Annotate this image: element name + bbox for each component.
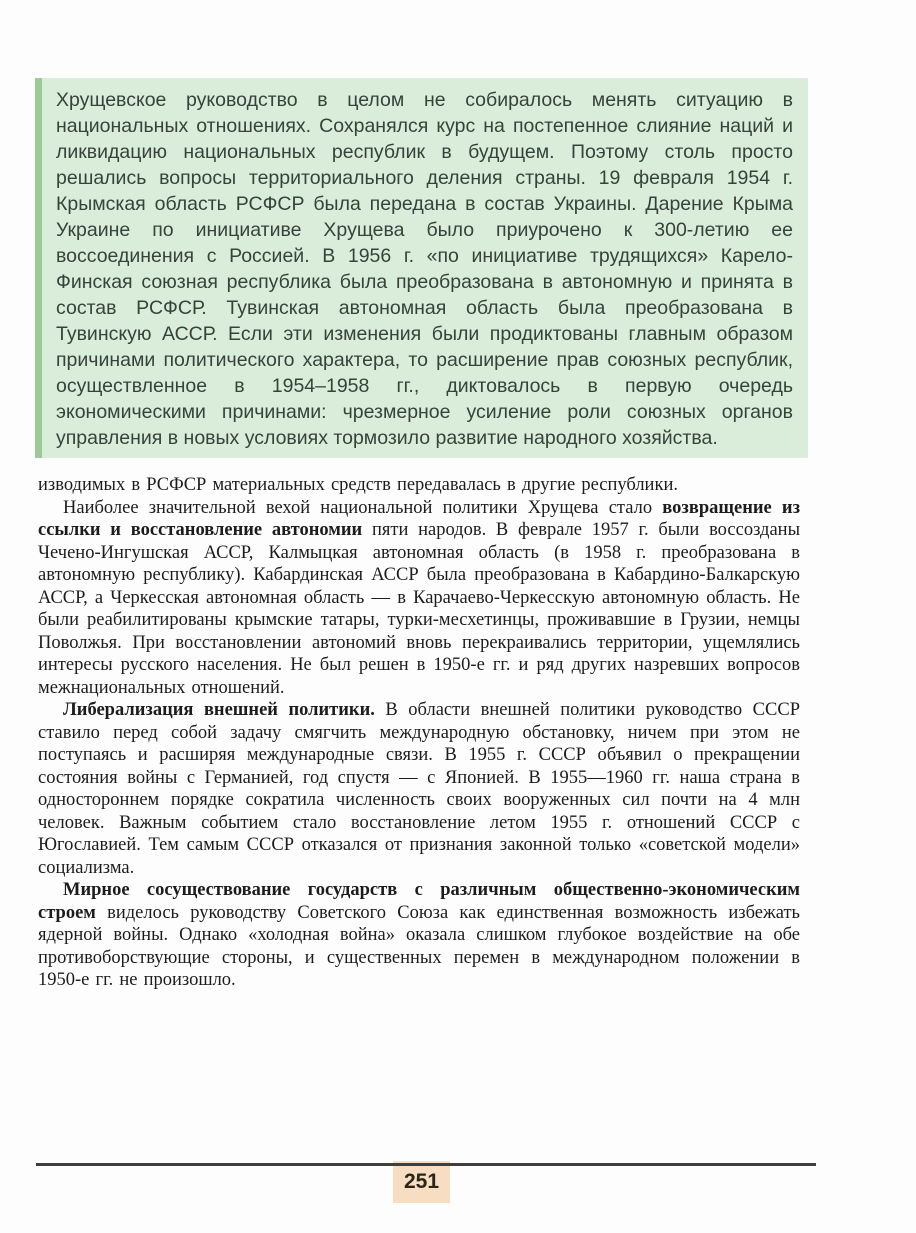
- paragraph-segment: В области внешней политики руководство СССР ставило перед собой задачу смягчить международную обстановку, ничем при этом не поступаясь и расширяя международные связи. В 1955 г. СССР объявил о прекращении состояния войны с Германией, год спустя — с Японией. В 1955—1960 гг. наша страна в одностороннем порядке сократила численность своих вооруженных сил почти на 4 млн человек. Важным событием стало восстановление летом 1955 г. отношений СССР с Югославией. Тем самым СССР отказался от признания законной только «советской модели» социализма.: [38, 700, 800, 878]
- paragraph-segment: виделось руководству Советского Союза как единственная возможность избежать ядерной войны. Однако «холодная война» оказала слишком глубокое воздействие на обе противоборствующие стороны, и существенных перемен в международном положении в 1950-е гг. не произошло.: [38, 902, 800, 990]
- paragraph-segment: пяти народов. В феврале 1957 г. были воссозданы Чечено-Ингушская АССР, Калмыцкая автономная область (в 1958 г. преобразована в автономную республику). Кабардинская АССР была преобразована в Кабардино-Балкарскую АССР, а Черкесская автономная область — в Карачаево-Черкесскую автономную область. Не были реабилитированы крымские татары, турки-месхетинцы, проживавшие в Грузии, немцы Поволжья. При восстановлении автономий вновь перекраивались территории, ущемлялись интересы русского населения. Не был решен в 1950-е гг. и ряд других назревших вопросов межнациональных отношений.: [38, 520, 800, 698]
- paragraph: [38, 474, 800, 497]
- footer-rule: [36, 1163, 816, 1166]
- body-text: [38, 474, 800, 992]
- highlight-box-text: Хрущевское руководство в целом не собиралось менять ситуацию в национальных отношениях. Сохранялся курс на постепенное слияние наций и ликвидацию национальных республик в будущем. Поэтому столь просто решались вопросы территориального деления страны. 19 февраля 1954 г. Крымская область РСФСР была передана в состав Украины. Дарение Крыма Украине по инициативе Хрущева было приурочено к 300-летию ее воссоединения с Россией. В 1956 г. «по инициативе трудящихся» Карело-Финская союзная республика была преобразована в автономную и принята в состав РСФСР. Тувинская автономная область была преобразована в Тувинскую АССР. Если эти изменения были продиктованы главным образом причинами политического характера, то расширение прав союзных республик, осуществленное в 1954–1958 гг., диктовалось в первую очередь экономическими причинами: чрезмерное усиление роли союзных органов управления в новых условиях тормозило развитие народного хозяйства.: [56, 89, 793, 449]
- highlight-box: [35, 78, 808, 458]
- page-number-badge: [393, 1161, 450, 1203]
- paragraph: [38, 699, 800, 879]
- paragraph-segment: Наиболее значительной вехой национальной политики Хрущева стало: [63, 497, 663, 518]
- paragraph-bold-segment: Мирное сосуществование государств с различным общественно-экономическим строем: [38, 880, 800, 923]
- paragraph: [38, 879, 800, 992]
- paragraph-bold-segment: возвращение из ссылки и восстановление автономии: [38, 497, 800, 540]
- page-number: 251: [403, 1170, 440, 1193]
- paragraph-bold-segment: Либерализация внешней политики.: [63, 700, 375, 720]
- paragraph: [38, 497, 800, 700]
- paragraph-segment: изводимых в РСФСР материальных средств передавалась в другие республики.: [38, 475, 678, 495]
